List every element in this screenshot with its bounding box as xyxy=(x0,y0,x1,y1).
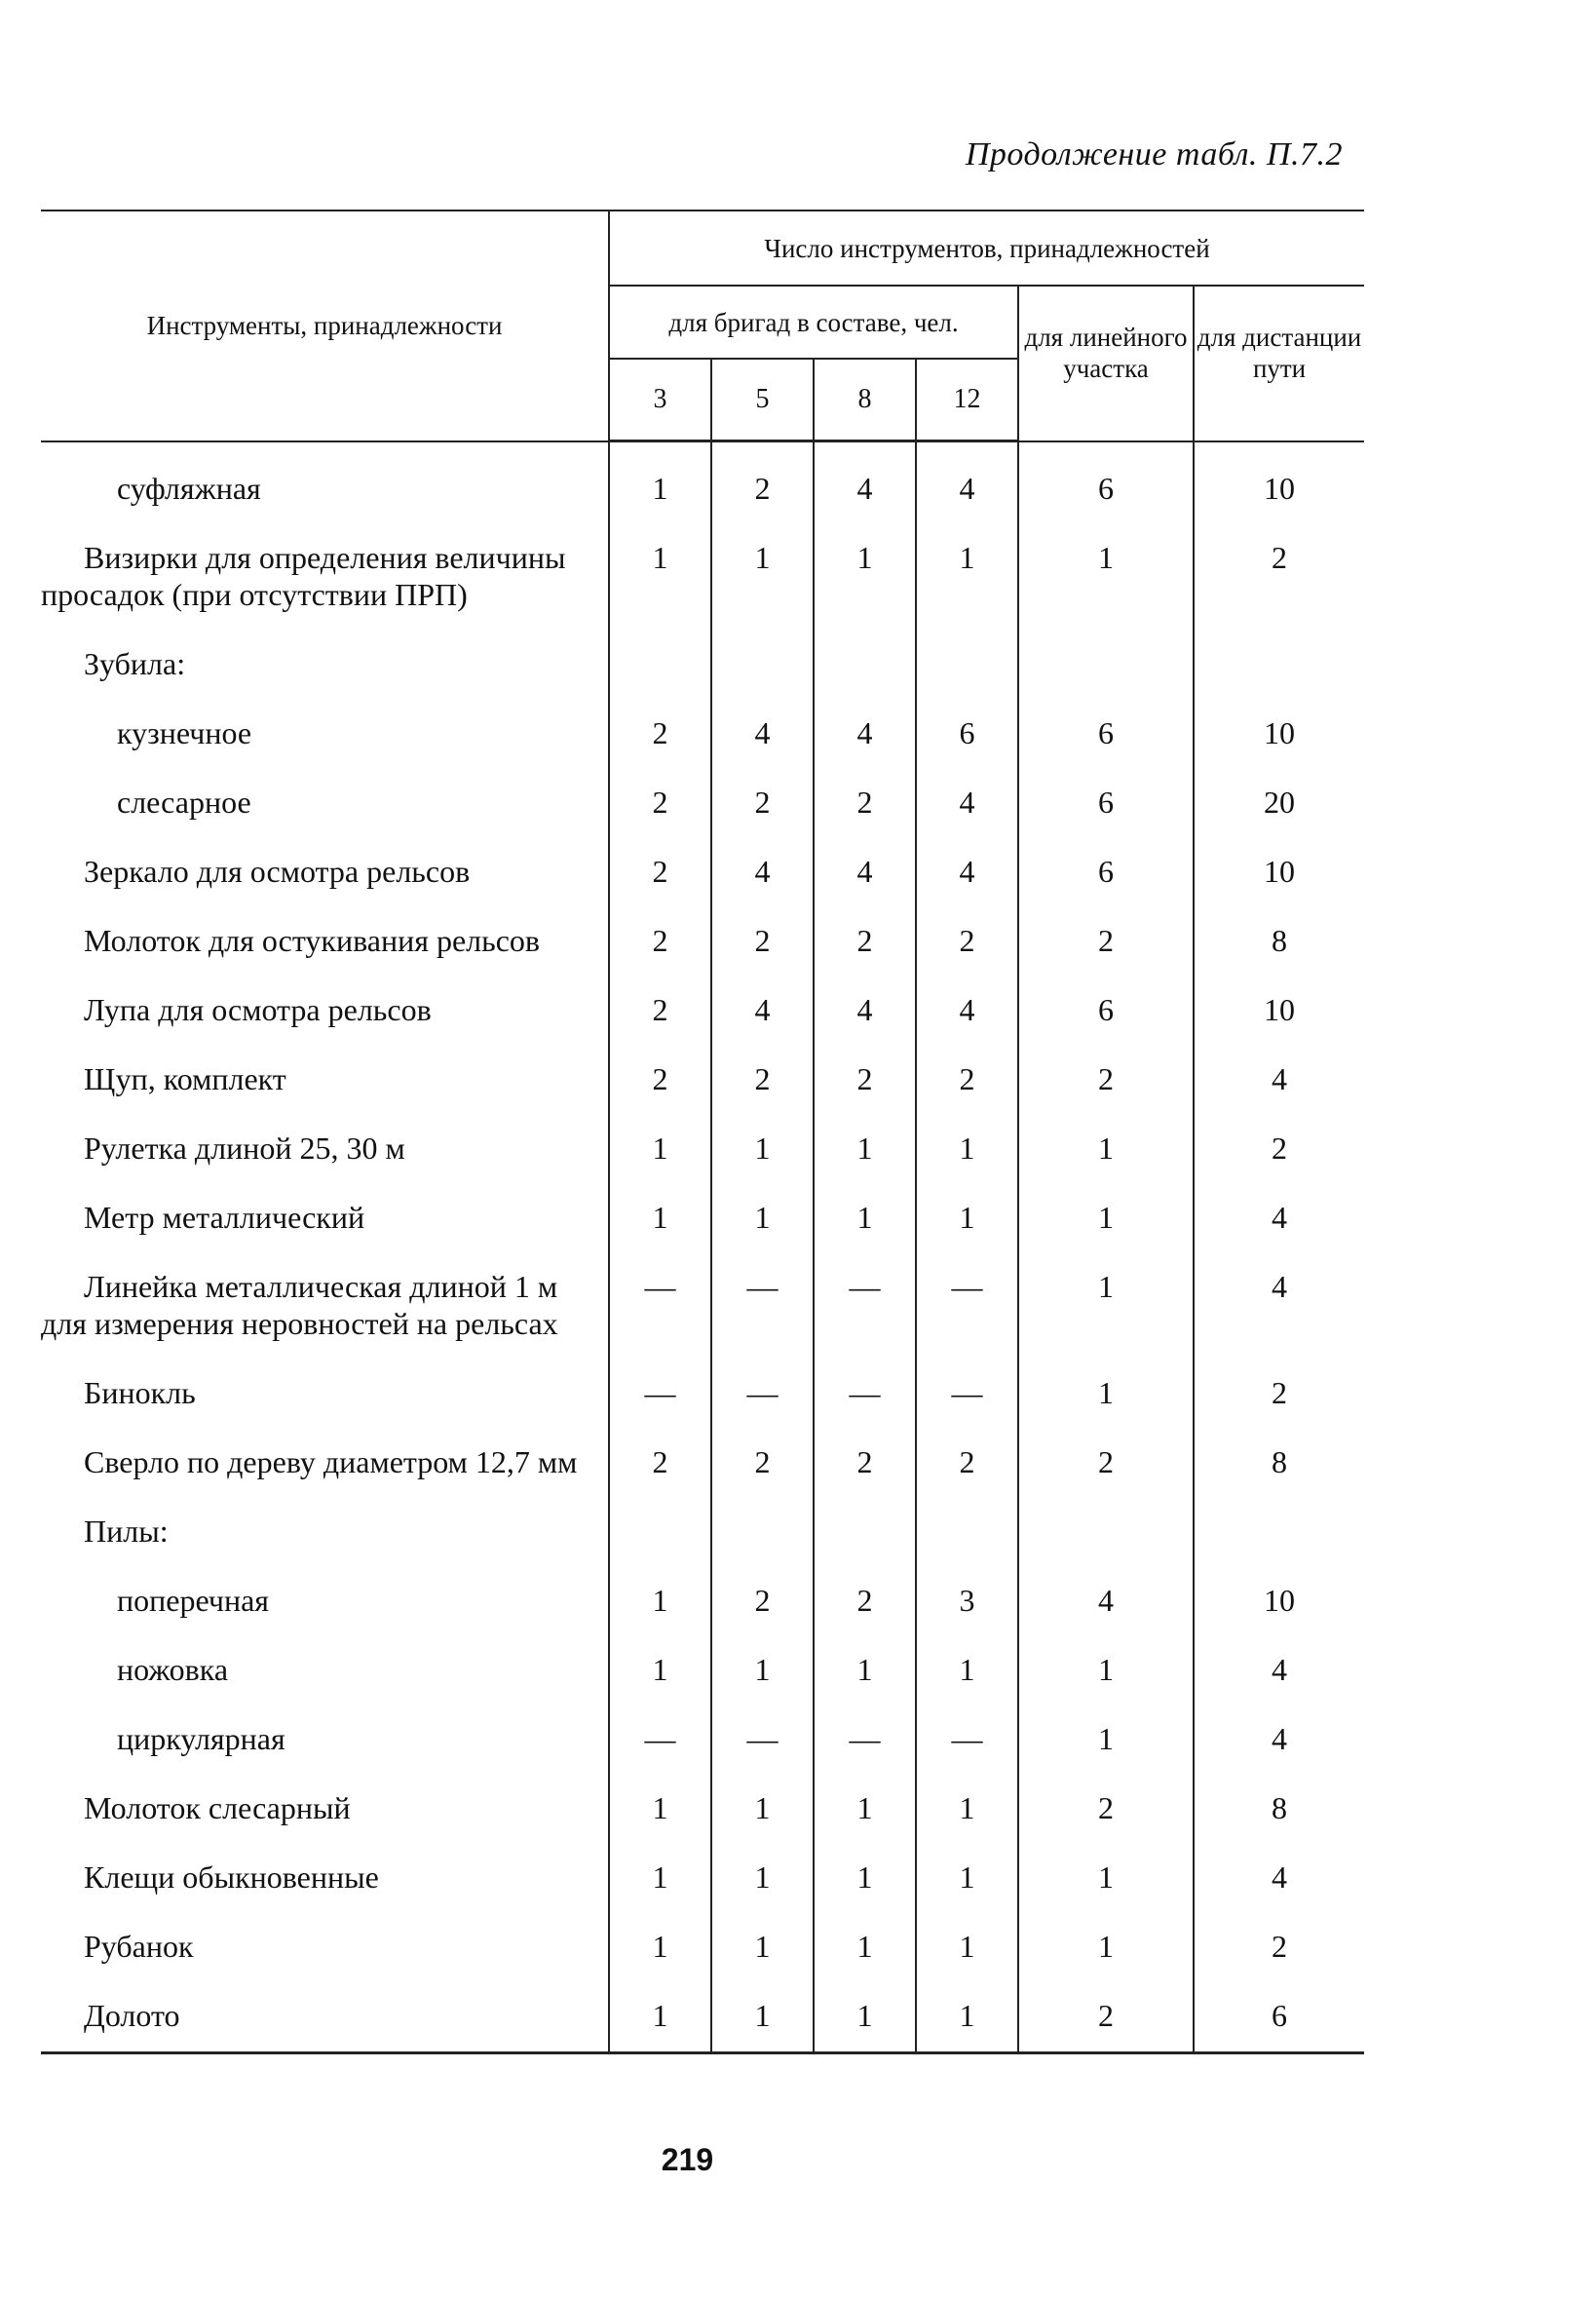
quantity-cell: 6 xyxy=(1018,766,1194,835)
quantity-cell: 2 xyxy=(1018,1772,1194,1841)
quantity-cell xyxy=(1018,1495,1194,1564)
quantity-cell: 2 xyxy=(1018,904,1194,974)
tool-name-cell xyxy=(41,1112,609,1181)
tool-name: Клещи обыкновенные xyxy=(84,1859,379,1895)
quantity-cell: 1 xyxy=(609,521,711,628)
table-row xyxy=(41,904,1364,974)
quantity-cell: 1 xyxy=(711,521,814,628)
quantity-cell: 4 xyxy=(916,441,1018,522)
table-row xyxy=(41,1495,1364,1564)
table-row xyxy=(41,697,1364,766)
quantity-cell xyxy=(916,628,1018,697)
tool-name-cell xyxy=(41,1564,609,1633)
quantity-cell: 4 xyxy=(1194,1043,1364,1112)
tool-name: Зеркало для осмотра рельсов xyxy=(84,854,471,889)
tool-name-cell xyxy=(41,521,609,628)
quantity-cell: 1 xyxy=(814,1979,916,2051)
quantity-cell: 1 xyxy=(814,1910,916,1979)
quantity-cell: 1 xyxy=(916,1910,1018,1979)
quantity-cell: 2 xyxy=(1018,1426,1194,1495)
quantity-cell: 2 xyxy=(609,766,711,835)
tool-name-cell xyxy=(41,1841,609,1910)
quantity-cell: 20 xyxy=(1194,766,1364,835)
header-brigade-size: 5 xyxy=(711,359,814,441)
quantity-cell: 1 xyxy=(711,1112,814,1181)
table-row xyxy=(41,1633,1364,1703)
quantity-cell: 8 xyxy=(1194,1426,1364,1495)
quantity-cell xyxy=(711,1495,814,1564)
tool-name-cell xyxy=(41,1910,609,1979)
tool-name-cell xyxy=(41,628,609,697)
quantity-cell: 6 xyxy=(1018,835,1194,904)
quantity-cell xyxy=(1018,628,1194,697)
tool-name: Линейка металлическая длиной 1 м для измерения неровностей на рельсах xyxy=(41,1269,558,1341)
quantity-cell: 2 xyxy=(609,1043,711,1112)
tool-name-cell xyxy=(41,1703,609,1772)
quantity-cell: 4 xyxy=(1194,1633,1364,1703)
quantity-cell: 2 xyxy=(814,1043,916,1112)
quantity-cell: 2 xyxy=(916,904,1018,974)
tool-name-cell xyxy=(41,1043,609,1112)
table-row xyxy=(41,1112,1364,1181)
table-row xyxy=(41,1181,1364,1250)
table-row xyxy=(41,1772,1364,1841)
quantity-cell: 4 xyxy=(711,974,814,1043)
quantity-cell: 4 xyxy=(814,835,916,904)
quantity-cell: 1 xyxy=(609,1181,711,1250)
quantity-cell: 2 xyxy=(711,1426,814,1495)
quantity-cell: 1 xyxy=(1018,1357,1194,1426)
quantity-cell: 4 xyxy=(711,697,814,766)
quantity-cell: 2 xyxy=(1018,1043,1194,1112)
header-brigade-size: 3 xyxy=(609,359,711,441)
tool-name-cell xyxy=(41,835,609,904)
quantity-cell: 1 xyxy=(609,441,711,522)
tool-name: Лупа для осмотра рельсов xyxy=(84,992,432,1027)
quantity-cell: 10 xyxy=(1194,697,1364,766)
quantity-cell: 10 xyxy=(1194,1564,1364,1633)
quantity-cell xyxy=(814,628,916,697)
quantity-cell xyxy=(1194,628,1364,697)
tool-name-cell xyxy=(41,1181,609,1250)
quantity-cell: 4 xyxy=(1194,1703,1364,1772)
tool-name-cell xyxy=(41,1426,609,1495)
quantity-cell: 1 xyxy=(609,1841,711,1910)
tool-name-cell xyxy=(41,1979,609,2051)
tool-name: Бинокль xyxy=(84,1375,196,1410)
quantity-cell: 1 xyxy=(1018,1703,1194,1772)
header-brigade-size: 12 xyxy=(916,359,1018,441)
quantity-cell: 2 xyxy=(711,1043,814,1112)
quantity-cell: 4 xyxy=(916,974,1018,1043)
quantity-cell: 3 xyxy=(916,1564,1018,1633)
tool-name: суфляжная xyxy=(117,470,261,506)
quantity-cell: 2 xyxy=(814,1426,916,1495)
quantity-cell: 4 xyxy=(1194,1181,1364,1250)
tool-name: Щуп, комплект xyxy=(84,1061,286,1096)
header-name-column: Инструменты, принадлежности xyxy=(41,211,609,441)
tool-name: поперечная xyxy=(117,1583,269,1618)
quantity-cell: 2 xyxy=(916,1426,1018,1495)
quantity-cell: 1 xyxy=(609,1112,711,1181)
quantity-cell: 2 xyxy=(609,974,711,1043)
quantity-cell: 1 xyxy=(916,521,1018,628)
table-row xyxy=(41,441,1364,522)
tool-name: Рубанок xyxy=(84,1929,194,1964)
quantity-cell: 2 xyxy=(609,697,711,766)
quantity-cell: 10 xyxy=(1194,974,1364,1043)
quantity-cell: 1 xyxy=(711,1181,814,1250)
quantity-cell: 2 xyxy=(609,835,711,904)
tool-name-cell xyxy=(41,1250,609,1357)
table-row xyxy=(41,1979,1364,2051)
tools-table xyxy=(41,210,1364,2051)
quantity-cell: 4 xyxy=(814,974,916,1043)
quantity-cell: 1 xyxy=(814,1841,916,1910)
quantity-cell: 2 xyxy=(711,904,814,974)
quantity-cell: 1 xyxy=(916,1979,1018,2051)
quantity-cell xyxy=(1194,1495,1364,1564)
quantity-cell: 6 xyxy=(1018,441,1194,522)
tool-name-cell xyxy=(41,1357,609,1426)
quantity-cell: 1 xyxy=(916,1841,1018,1910)
quantity-cell: — xyxy=(814,1703,916,1772)
tool-name-cell xyxy=(41,441,609,522)
quantity-cell xyxy=(609,628,711,697)
quantity-cell: 1 xyxy=(1018,1841,1194,1910)
header-distance: для дистанции пути xyxy=(1194,286,1364,441)
quantity-cell: — xyxy=(814,1250,916,1357)
quantity-cell: 4 xyxy=(916,835,1018,904)
tool-name: циркулярная xyxy=(117,1721,285,1756)
table-row xyxy=(41,974,1364,1043)
table-row xyxy=(41,1357,1364,1426)
quantity-cell: 1 xyxy=(711,1633,814,1703)
table-row xyxy=(41,1910,1364,1979)
table-row xyxy=(41,1426,1364,1495)
quantity-cell: 1 xyxy=(711,1979,814,2051)
tool-name-cell xyxy=(41,1772,609,1841)
quantity-cell: 1 xyxy=(814,1633,916,1703)
quantity-cell: 6 xyxy=(1194,1979,1364,2051)
quantity-cell xyxy=(916,1495,1018,1564)
tool-name-cell xyxy=(41,766,609,835)
quantity-cell: 4 xyxy=(814,441,916,522)
table-row xyxy=(41,1043,1364,1112)
quantity-cell: 1 xyxy=(609,1564,711,1633)
quantity-cell: 1 xyxy=(1018,521,1194,628)
quantity-cell: 1 xyxy=(609,1979,711,2051)
quantity-cell: 1 xyxy=(814,1772,916,1841)
tool-name: Зубила: xyxy=(84,646,186,681)
quantity-cell: 1 xyxy=(814,1112,916,1181)
quantity-cell xyxy=(609,1495,711,1564)
quantity-cell: 1 xyxy=(609,1633,711,1703)
table-row xyxy=(41,835,1364,904)
quantity-cell: 2 xyxy=(1194,1112,1364,1181)
quantity-cell: 2 xyxy=(1194,521,1364,628)
table-caption: Продолжение табл. П.7.2 xyxy=(965,136,1343,172)
quantity-cell: 1 xyxy=(916,1181,1018,1250)
quantity-cell: 1 xyxy=(609,1910,711,1979)
quantity-cell: 6 xyxy=(1018,974,1194,1043)
tool-name: Визирки для определения величины просадок (при отсутствии ПРП) xyxy=(41,540,566,612)
quantity-cell: 6 xyxy=(1018,697,1194,766)
table-row xyxy=(41,521,1364,628)
quantity-cell: — xyxy=(609,1250,711,1357)
quantity-cell: 1 xyxy=(1018,1181,1194,1250)
quantity-cell: 1 xyxy=(814,1181,916,1250)
tool-name: Долото xyxy=(84,1998,180,2033)
tool-name-cell xyxy=(41,974,609,1043)
tool-name: Сверло по дереву диаметром 12,7 мм xyxy=(84,1444,578,1479)
quantity-cell: — xyxy=(916,1250,1018,1357)
quantity-cell: 4 xyxy=(814,697,916,766)
quantity-cell: 4 xyxy=(711,835,814,904)
quantity-cell: 2 xyxy=(609,904,711,974)
quantity-cell: 1 xyxy=(814,521,916,628)
table-row xyxy=(41,766,1364,835)
quantity-cell: 1 xyxy=(916,1112,1018,1181)
quantity-cell: — xyxy=(711,1357,814,1426)
quantity-cell: — xyxy=(916,1357,1018,1426)
quantity-cell: 1 xyxy=(711,1910,814,1979)
quantity-cell: 1 xyxy=(1018,1250,1194,1357)
quantity-cell: 1 xyxy=(711,1841,814,1910)
quantity-cell: 2 xyxy=(814,904,916,974)
quantity-cell: 8 xyxy=(1194,904,1364,974)
quantity-cell: 2 xyxy=(609,1426,711,1495)
header-line-section: для линейного участка xyxy=(1018,286,1194,441)
header-brigade-title: для бригад в составе, чел. xyxy=(609,286,1018,359)
tool-name: Молоток слесарный xyxy=(84,1790,351,1825)
tool-name: Рулетка длиной 25, 30 м xyxy=(84,1130,405,1166)
tool-name-cell xyxy=(41,697,609,766)
quantity-cell: 2 xyxy=(916,1043,1018,1112)
quantity-cell: 10 xyxy=(1194,835,1364,904)
tool-name-cell xyxy=(41,1495,609,1564)
quantity-cell: 2 xyxy=(1194,1910,1364,1979)
page-number: 219 xyxy=(661,2142,714,2177)
quantity-cell: 2 xyxy=(711,766,814,835)
quantity-cell: 2 xyxy=(1018,1979,1194,2051)
tool-name: кузнечное xyxy=(117,715,252,750)
quantity-cell: — xyxy=(814,1357,916,1426)
quantity-cell: 1 xyxy=(1018,1112,1194,1181)
quantity-cell: 6 xyxy=(916,697,1018,766)
quantity-cell: 4 xyxy=(1018,1564,1194,1633)
table-row xyxy=(41,1250,1364,1357)
tool-name: ножовка xyxy=(117,1652,229,1687)
quantity-cell: 1 xyxy=(1018,1910,1194,1979)
table-row xyxy=(41,1564,1364,1633)
quantity-cell: 4 xyxy=(1194,1250,1364,1357)
table-row xyxy=(41,628,1364,697)
quantity-cell: 10 xyxy=(1194,441,1364,522)
table-header xyxy=(41,211,1364,441)
quantity-cell: — xyxy=(711,1250,814,1357)
quantity-cell xyxy=(711,628,814,697)
quantity-cell: — xyxy=(916,1703,1018,1772)
quantity-cell: 2 xyxy=(1194,1357,1364,1426)
quantity-cell: 1 xyxy=(1018,1633,1194,1703)
quantity-cell: 1 xyxy=(711,1772,814,1841)
tool-name: слесарное xyxy=(117,785,251,820)
table-row xyxy=(41,1703,1364,1772)
quantity-cell: 1 xyxy=(609,1772,711,1841)
quantity-cell: 4 xyxy=(1194,1841,1364,1910)
quantity-cell: 2 xyxy=(814,766,916,835)
quantity-cell: 1 xyxy=(916,1633,1018,1703)
quantity-cell: 8 xyxy=(1194,1772,1364,1841)
header-group-title: Число инструментов, принадлежностей xyxy=(609,211,1364,286)
quantity-cell xyxy=(814,1495,916,1564)
table-bottom-rule xyxy=(41,2051,1364,2054)
quantity-cell: 2 xyxy=(711,1564,814,1633)
tool-name: Пилы: xyxy=(84,1514,169,1549)
quantity-cell: — xyxy=(711,1703,814,1772)
quantity-cell: — xyxy=(609,1703,711,1772)
tool-name-cell xyxy=(41,904,609,974)
tools-table-container xyxy=(41,210,1364,2054)
quantity-cell: — xyxy=(609,1357,711,1426)
quantity-cell: 2 xyxy=(814,1564,916,1633)
quantity-cell: 1 xyxy=(916,1772,1018,1841)
quantity-cell: 4 xyxy=(916,766,1018,835)
quantity-cell: 2 xyxy=(711,441,814,522)
tool-name-cell xyxy=(41,1633,609,1703)
table-body xyxy=(41,441,1364,2052)
table-row xyxy=(41,1841,1364,1910)
tool-name: Молоток для остукивания рельсов xyxy=(84,923,541,958)
header-brigade-size: 8 xyxy=(814,359,916,441)
tool-name: Метр металлический xyxy=(84,1200,365,1235)
